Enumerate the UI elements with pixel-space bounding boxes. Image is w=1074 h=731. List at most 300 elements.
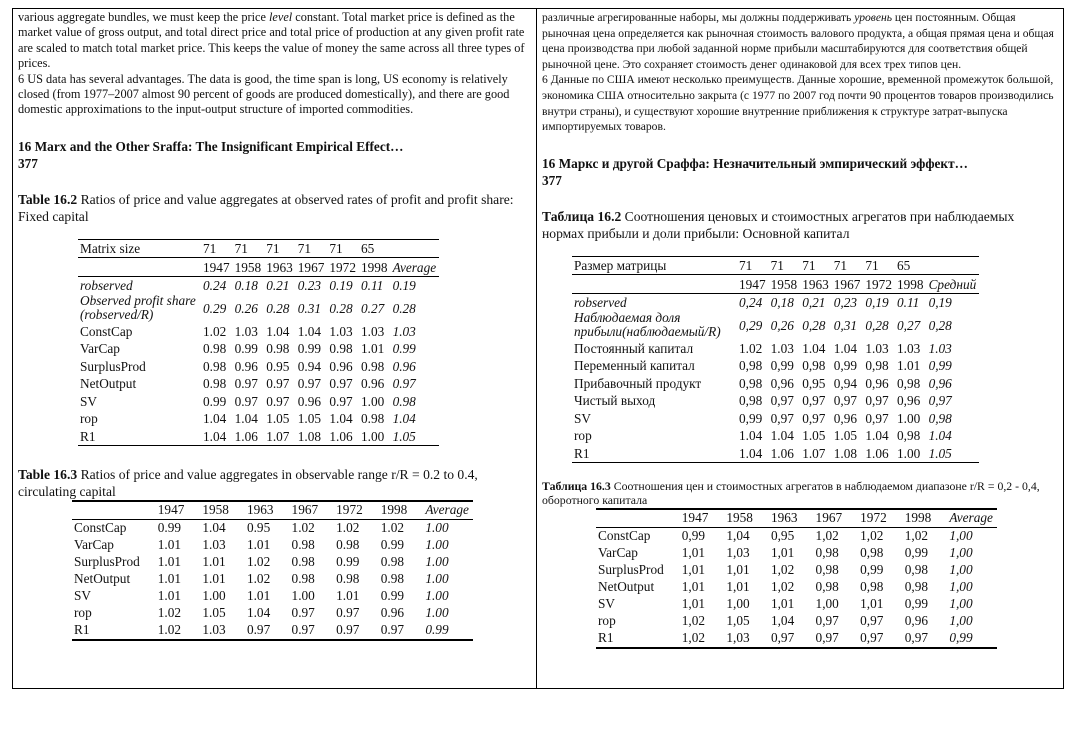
table-row	[596, 545, 997, 562]
table-row	[78, 276, 439, 294]
header-cell: 1958	[712, 509, 757, 528]
table-row	[78, 322, 439, 340]
table-16-2	[78, 239, 439, 446]
table-cell: 1.05	[297, 411, 322, 427]
table-row	[78, 375, 439, 393]
table-cell: 0.98	[380, 554, 405, 570]
table-cell: 1.05	[833, 428, 858, 443]
table-cell: 0,19	[928, 295, 952, 310]
table-cell: 0.97	[291, 605, 315, 621]
page-number-ru: 377	[542, 172, 562, 188]
header-cell: 1947	[144, 501, 189, 520]
table-cell: 0,97	[860, 630, 884, 646]
table-cell: 1.04	[865, 428, 889, 443]
table-row	[78, 427, 439, 445]
table-cell: 1.06	[234, 428, 258, 444]
table-cell: 1.01	[157, 537, 182, 553]
table-row	[72, 537, 473, 554]
table-cell: 0,97	[865, 393, 889, 408]
header-cell: 71	[296, 239, 328, 258]
table-cell: 0.21	[266, 278, 290, 294]
table-cell: 0.96	[360, 376, 385, 392]
table-cell: 0,97	[802, 410, 826, 426]
table-16-3-caption-ru	[542, 479, 1054, 508]
header-cell: 1963	[757, 509, 802, 528]
header-cell: 71	[201, 239, 233, 258]
table-cell: 0.97	[297, 376, 322, 392]
footnote-5-ru	[542, 10, 1054, 72]
row-label: R1	[598, 630, 614, 646]
table-cell: 1.07	[802, 445, 826, 461]
table-cell: 0.98	[291, 554, 315, 570]
header-cell: 1972	[863, 275, 895, 294]
table-cell: 0.98	[329, 341, 353, 357]
table-cell: 0,99	[860, 562, 884, 578]
row-label: ConstCap	[598, 528, 651, 544]
header-cell: Average	[411, 501, 473, 520]
table-cell: 1.00	[425, 520, 449, 536]
table-cell: 0.23	[297, 278, 322, 294]
footnote-5-text-a: various aggregate bundles, we must keep the price	[18, 10, 269, 24]
row-label: Постоянный капитал	[574, 340, 694, 356]
table-cell: 0,24	[739, 295, 763, 310]
table-cell: 0.96	[392, 358, 416, 374]
table-cell: 0,29	[739, 317, 763, 333]
table-cell: 1,00	[815, 596, 839, 612]
russian-column	[542, 10, 1054, 649]
row-label: rop	[598, 613, 616, 629]
table-cell: 1,00	[949, 545, 973, 561]
row-label: NetOutput	[74, 571, 131, 587]
table-cell: 0,18	[770, 295, 794, 310]
table-cell: 1.03	[896, 340, 921, 356]
table-cell: 1.06	[865, 445, 889, 461]
table-cell: 0,96	[770, 375, 794, 391]
table-16-2-label: Table 16.2	[18, 191, 78, 207]
table-cell: 1.04	[770, 428, 794, 443]
table-cell: 0,98	[860, 579, 884, 595]
row-label: SurplusProd	[598, 562, 664, 578]
table-cell: 1,02	[904, 528, 929, 544]
table-cell: 1,05	[726, 613, 750, 629]
table-cell: 1.03	[329, 323, 353, 339]
header-cell	[572, 275, 737, 294]
header-cell: 71	[800, 256, 832, 275]
table-cell: 0,97	[802, 393, 826, 408]
table-cell: 0,97	[815, 613, 839, 629]
table-row	[72, 554, 473, 571]
table-cell: 1.01	[157, 571, 182, 587]
header-cell: 1972	[846, 509, 891, 528]
table-cell: 1.04	[392, 411, 416, 427]
header-cell: 1963	[264, 258, 296, 277]
table-16-3-label: Table 16.3	[18, 466, 78, 482]
table-cell: 1,01	[726, 562, 750, 578]
table-cell: 0,98	[739, 358, 763, 373]
table-cell: 1.03	[234, 323, 258, 339]
table-row	[572, 444, 979, 462]
table-cell: 1.03	[928, 340, 952, 356]
table-cell: 0,98	[815, 579, 839, 595]
header-cell: 1998	[367, 501, 412, 520]
table-cell: 1,02	[770, 562, 795, 578]
header-cell: 71	[832, 256, 864, 275]
table-cell: 0.98	[266, 341, 290, 357]
header-row-matrix-size	[78, 239, 439, 258]
table-cell: 1,02	[770, 579, 795, 595]
table-cell: 1.01	[202, 571, 226, 587]
table-cell: 1.05	[928, 445, 952, 461]
row-label: ConstCap	[74, 520, 127, 536]
header-cell: 1947	[737, 275, 769, 294]
header-row-years	[72, 501, 473, 520]
footnote-5-text-b: constant. Total market price is defined as the market value of gross output, and total direct price and total price of production at any given profit rate are scaled to match total market price. This keeps the value of money the same across all three types of prices.	[18, 10, 525, 71]
header-cell: 1958	[233, 258, 265, 277]
table-cell: 1.05	[802, 428, 826, 443]
table-cell: 0,98	[904, 579, 929, 595]
table-cell: 0.96	[234, 358, 258, 374]
table-cell: 1.02	[739, 340, 763, 356]
table-cell: 0.31	[297, 300, 322, 316]
row-label: SurplusProd	[74, 554, 140, 570]
table-row	[596, 630, 997, 648]
table-row	[572, 392, 979, 410]
table-cell: 1,04	[770, 613, 795, 629]
table-cell: 0,97	[770, 410, 794, 426]
header-cell-label: Matrix size	[78, 239, 201, 258]
table-16-2-caption-ru	[542, 208, 1054, 242]
table-cell: 0.19	[329, 278, 353, 294]
table-row	[572, 374, 979, 392]
table-cell: 1.00	[360, 393, 385, 409]
table-cell: 0.95	[246, 520, 271, 536]
row-label: Observed profit share (robserved/R)	[80, 293, 196, 323]
row-label: rop	[74, 605, 92, 621]
table-cell: 0.97	[380, 622, 405, 638]
table-cell: 1,01	[681, 562, 706, 578]
row-label: R1	[74, 622, 90, 638]
table-cell: 1.03	[202, 622, 226, 638]
header-cell: 1998	[891, 509, 936, 528]
table-cell: 0.98	[392, 393, 416, 409]
table-cell: 0,94	[833, 375, 858, 391]
table-cell: 0.99	[297, 341, 322, 357]
table-cell: 0.96	[329, 358, 353, 374]
table-cell: 0.96	[380, 605, 405, 621]
table-16-3-caption-text-ru: Соотношения цен и стоимостных агрегатов в наблюдаемом диапазоне r/R = 0,2 - 0,4, оборотного капитала	[542, 478, 1040, 508]
table-cell: 0.28	[329, 300, 353, 316]
table-row	[572, 293, 979, 311]
table-cell: 0,98	[860, 545, 884, 561]
header-cell: 1963	[800, 275, 832, 294]
table-16-2-caption-text-ru: Соотношения ценовых и стоимостных агрегатов при наблюдаемых нормах прибыли и доли прибыли: Основной капитал	[542, 208, 1015, 241]
table-16-3	[72, 500, 473, 641]
row-label: NetOutput	[80, 376, 137, 392]
table-cell: 0.99	[380, 537, 405, 553]
table-cell: 0.98	[336, 571, 360, 587]
table-cell: 1.01	[360, 341, 385, 357]
table-16-3-ru	[596, 508, 997, 649]
table-cell: 0.97	[234, 376, 258, 392]
table-cell: 0.28	[392, 300, 416, 316]
table-cell: 0,98	[802, 358, 826, 373]
table-cell: 0.99	[425, 622, 449, 638]
table-16-2-ru	[572, 256, 979, 463]
table-cell: 1,01	[860, 596, 884, 612]
footnote-5-ru-emphasis: уровень	[854, 11, 893, 24]
table-row	[72, 571, 473, 588]
header-cell: 1958	[769, 275, 801, 294]
table-cell: 0.18	[234, 278, 258, 294]
header-row-years	[78, 258, 439, 277]
table-cell: 1,02	[860, 528, 884, 544]
table-row	[572, 357, 979, 375]
table-cell: 1.05	[392, 428, 416, 444]
table-cell: 1.03	[770, 340, 794, 356]
table-row	[572, 339, 979, 357]
table-cell: 1.00	[425, 554, 449, 570]
table-cell: 1,00	[949, 562, 973, 578]
row-label: ConstCap	[80, 323, 133, 339]
table-cell: 1.04	[234, 411, 258, 427]
running-header-ru: 16 Маркс и другой Сраффа: Незначительный эмпирический эффект…	[542, 155, 968, 171]
row-label: SV	[574, 410, 591, 426]
header-cell: 1972	[327, 258, 359, 277]
table-cell: 1.04	[928, 428, 952, 443]
table-cell: 1.06	[329, 428, 353, 444]
table-cell: 1.01	[246, 537, 271, 553]
table-row	[596, 579, 997, 596]
header-cell: 1967	[278, 501, 323, 520]
table-cell: 0.97	[392, 376, 416, 392]
header-cell: 1998	[895, 275, 927, 294]
table-cell: 0,99	[904, 545, 929, 561]
header-row-years	[596, 509, 997, 528]
table-cell: 0.11	[360, 278, 384, 294]
table-cell: 1,02	[815, 528, 839, 544]
header-cell: 71	[327, 239, 359, 258]
table-cell: 1.08	[833, 445, 858, 461]
table-row	[72, 622, 473, 640]
table-cell: 1,03	[726, 630, 750, 646]
table-cell: 0,95	[802, 375, 826, 391]
table-cell: 0,23	[833, 295, 858, 310]
header-cell: 1998	[359, 258, 391, 277]
header-cell: 65	[359, 239, 391, 258]
table-row	[596, 562, 997, 579]
table-cell: 0.97	[336, 622, 360, 638]
table-cell: 0,98	[739, 375, 763, 391]
table-cell: 0.27	[360, 300, 385, 316]
table-cell: 0.99	[336, 554, 360, 570]
header-cell: Average	[391, 258, 440, 277]
header-cell: 1967	[802, 509, 847, 528]
table-cell: 1,01	[726, 579, 750, 595]
table-cell: 1.05	[266, 411, 290, 427]
row-label: rop	[574, 428, 592, 443]
table-row	[72, 519, 473, 537]
table-cell: 1,01	[681, 545, 706, 561]
row-label: R1	[80, 428, 96, 444]
table-cell: 1.01	[336, 588, 360, 604]
table-cell: 1.02	[336, 520, 360, 536]
table-cell: 0.94	[297, 358, 322, 374]
header-cell	[391, 239, 440, 258]
table-cell: 1.00	[425, 571, 449, 587]
table-cell: 1.02	[380, 520, 405, 536]
table-cell: 1.03	[360, 323, 385, 339]
table-cell: 0.98	[360, 411, 385, 427]
table-cell: 0.98	[380, 571, 405, 587]
header-cell: 71	[863, 256, 895, 275]
table-cell: 0.99	[203, 393, 227, 409]
running-header: 16 Marx and the Other Sraffa: The Insignificant Empirical Effect…	[18, 138, 404, 154]
table-row	[78, 392, 439, 410]
table-cell: 0.98	[203, 358, 227, 374]
table-cell: 1.00	[360, 428, 385, 444]
row-label: Наблюдаемая доля прибыли(наблюдаемый/R)	[574, 310, 721, 340]
table-cell: 0,98	[896, 375, 921, 391]
row-label: robserved	[80, 278, 133, 294]
table-cell: 0.98	[291, 537, 315, 553]
table-cell: 1.01	[202, 554, 226, 570]
column-divider	[536, 8, 537, 689]
header-cell: 71	[264, 239, 296, 258]
table-cell: 0.97	[329, 376, 353, 392]
row-label: VarCap	[598, 545, 638, 561]
table-cell: 1,01	[681, 579, 706, 595]
table-cell: 1.03	[202, 537, 226, 553]
table-cell: 0,97	[860, 613, 884, 629]
header-cell: 1958	[188, 501, 233, 520]
header-cell	[927, 256, 980, 275]
table-cell: 1,02	[681, 613, 706, 629]
footnote-5-emphasis: level	[268, 10, 293, 24]
table-row	[572, 311, 979, 339]
header-cell: 65	[895, 256, 927, 275]
table-cell: 0.19	[392, 278, 416, 294]
table-cell: 0.99	[234, 341, 258, 357]
table-cell: 1.04	[202, 520, 226, 536]
table-16-3-label-ru: Таблица 16.3	[542, 478, 611, 493]
table-cell: 0,28	[865, 317, 889, 333]
table-cell: 1.04	[246, 605, 271, 621]
table-cell: 1,04	[726, 528, 750, 544]
table-cell: 0,28	[802, 317, 826, 333]
table-cell: 1.00	[896, 410, 921, 426]
table-cell: 0,26	[770, 317, 794, 333]
table-cell: 1.00	[202, 588, 226, 604]
table-cell: 1,00	[949, 528, 973, 544]
table-cell: 0.97	[291, 622, 315, 638]
table-cell: 1,02	[681, 630, 706, 646]
table-cell: 0.97	[266, 376, 290, 392]
table-cell: 1.07	[266, 428, 290, 444]
table-cell: 0,19	[865, 295, 889, 310]
table-16-2-caption	[18, 191, 526, 225]
table-cell: 0.99	[157, 520, 182, 536]
table-cell: 1.04	[329, 411, 353, 427]
table-cell: 0.97	[336, 605, 360, 621]
header-cell	[596, 509, 668, 528]
table-row	[596, 527, 997, 545]
table-cell: 0,97	[928, 393, 952, 408]
header-cell	[72, 501, 144, 520]
table-cell: 0.98	[291, 571, 315, 587]
table-cell: 0,96	[865, 375, 889, 391]
footnote-5-ru-text-b: цен постоянным. Общая рыночная цена определяется как рыночная стоимость валового продукта, а общая прямая цена и общая цена производства при любой заданной норме прибыли масштабируются для соответствия общей рыночной цене. Это сохраняет стоимость денег одинаковой для всех трех типов цен.	[542, 11, 1054, 71]
table-cell: 0.95	[266, 358, 290, 374]
table-cell: 0.97	[234, 393, 258, 409]
table-cell: 0,98	[896, 428, 921, 443]
table-cell: 1,01	[770, 545, 795, 561]
table-cell: 1.02	[246, 554, 271, 570]
table-cell: 1.01	[246, 588, 271, 604]
table-cell: 1.04	[833, 340, 858, 356]
table-cell: 0.98	[336, 537, 360, 553]
table-cell: 0,27	[896, 317, 921, 333]
row-label: SurplusProd	[80, 358, 146, 374]
table-cell: 0,98	[904, 562, 929, 578]
table-cell: 0,99	[770, 358, 794, 373]
table-cell: 0,99	[681, 528, 706, 544]
row-label: Прибавочный продукт	[574, 375, 702, 391]
header-cell: 1947	[201, 258, 233, 277]
row-label: SV	[598, 596, 615, 612]
table-cell: 1.02	[157, 622, 182, 638]
table-cell: 0.26	[234, 300, 258, 316]
table-16-3-caption-text: Ratios of price and value aggregates in observable range r/R = 0.2 to 0.4, circulating capital	[18, 466, 478, 499]
row-label: SV	[80, 393, 97, 409]
table-cell: 0,97	[833, 393, 858, 408]
table-cell: 1,00	[949, 613, 973, 629]
header-cell: 1972	[322, 501, 367, 520]
footnote-6: 6 US data has several advantages. The data is good, the time span is long, US economy is relatively closed (from 1977–2007 almost 90 percent of goods are produced domestically), and there are good domestic approximations to the input-output structure of imported commodities.	[18, 71, 510, 117]
table-cell: 1,00	[949, 596, 973, 612]
table-16-2-label-ru: Таблица 16.2	[542, 208, 622, 224]
english-column	[18, 10, 526, 641]
row-label: rop	[80, 411, 98, 427]
table-cell: 0,97	[770, 393, 794, 408]
table-cell: 1.04	[802, 340, 826, 356]
table-cell: 0,97	[865, 410, 889, 426]
table-cell: 0.97	[329, 393, 353, 409]
table-row	[72, 605, 473, 622]
table-row	[572, 409, 979, 427]
header-cell: 71	[769, 256, 801, 275]
table-cell: 0,97	[904, 630, 929, 646]
table-cell: 1.00	[425, 605, 449, 621]
table-cell: 0,28	[928, 317, 952, 333]
table-cell: 1.00	[425, 588, 449, 604]
table-cell: 0,96	[833, 410, 858, 426]
header-cell: 1967	[832, 275, 864, 294]
table-cell: 0,98	[815, 545, 839, 561]
table-cell: 0.99	[392, 341, 416, 357]
table-cell: 0.29	[203, 300, 227, 316]
row-label: Чистый выход	[574, 393, 656, 408]
header-cell: 1967	[296, 258, 328, 277]
header-row-matrix-size	[572, 256, 979, 275]
table-cell: 1,03	[726, 545, 750, 561]
table-cell: 1.04	[203, 428, 227, 444]
table-cell: 1.04	[203, 411, 227, 427]
table-cell: 0.97	[266, 393, 290, 409]
table-row	[78, 294, 439, 322]
table-cell: 0,98	[739, 393, 763, 408]
table-cell: 0,96	[928, 375, 952, 391]
table-row	[78, 340, 439, 358]
